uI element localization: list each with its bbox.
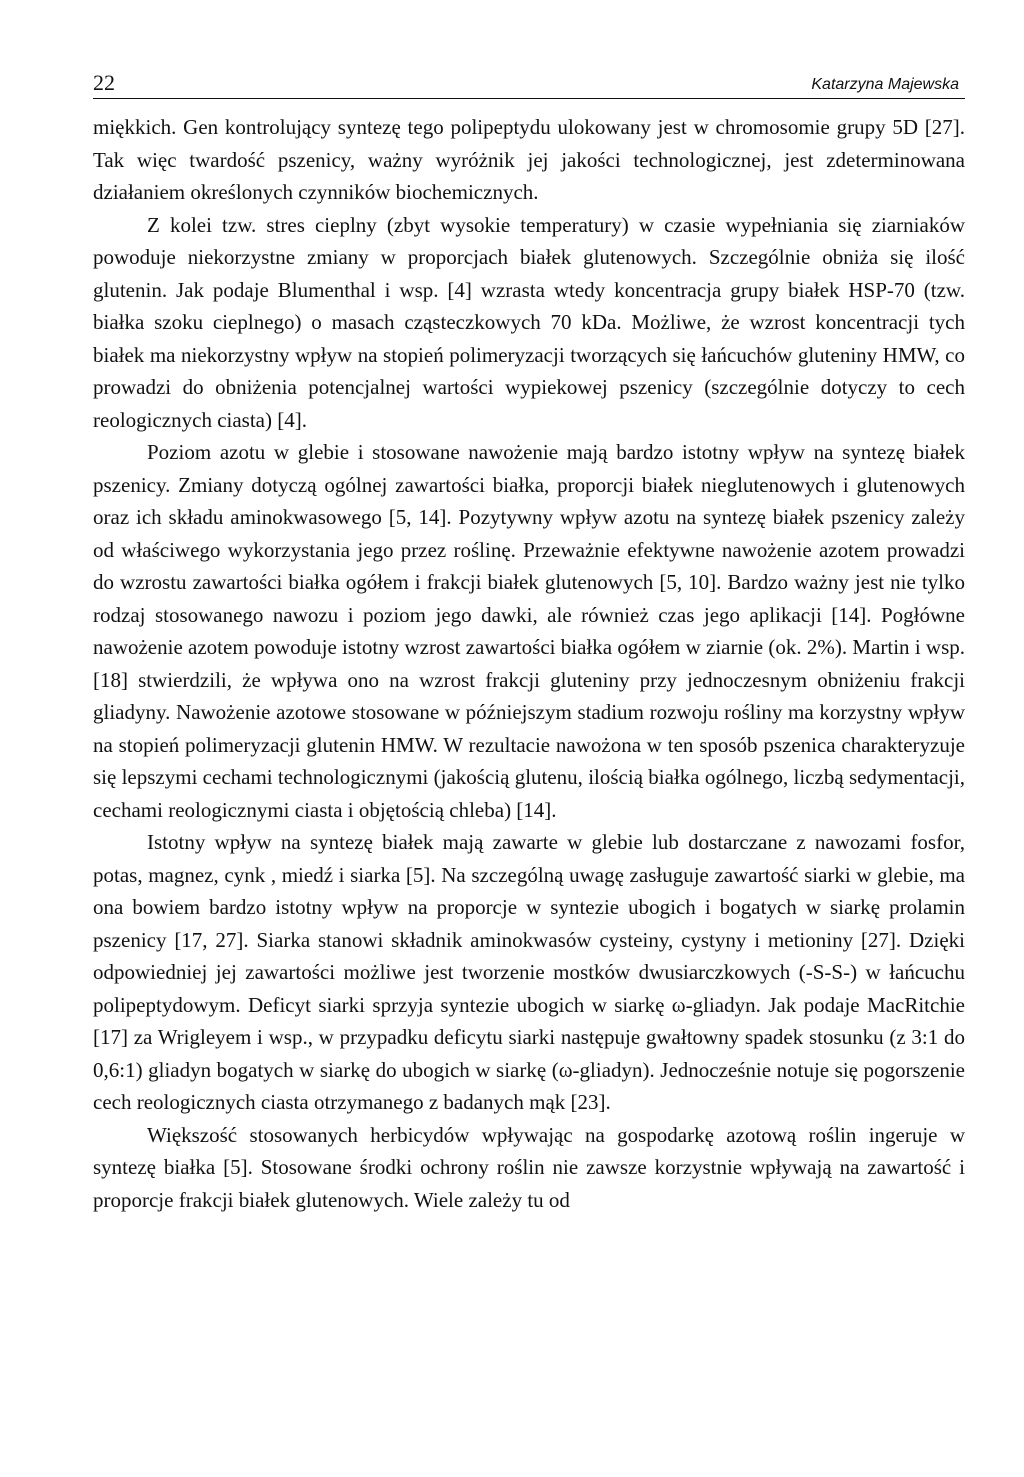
page [93,60,965,1216]
page-number: 22 [93,70,115,95]
paragraph-herbicides: Większość stosowanych herbicydów wpływając na gospodarkę azotową roślin ingeruje w syntezę białka [5]. Stosowane środki ochrony roślin nie zawsze korzystnie wpływają na zawartość i proporcje frakcji białek glutenowych. Wiele zależy tu od [93,1122,965,1212]
paragraph-nitrogen: Poziom azotu w glebie i stosowane nawożenie mają bardzo istotny wpływ na syntezę białek pszenicy. Zmiany dotyczą ogólnej zawartości białka, proporcji białek nieglutenowych i glutenowych oraz ich składu aminokwasowego [5, 14]. Pozytywny wpływ azotu na syntezę białek pszenicy zależy od właściwego wykorzystania jego przez roślinę. Przeważnie efektywne nawożenie azotem prowadzi do wzrostu zawartości białka ogółem i frakcji białek glutenowych [5, 10]. Bardzo ważny jest nie tylko rodzaj stosowanego nawozu i poziom jego dawki, ale również czas jego aplikacji [14]. Pogłówne nawożenie azotem powoduje istotny wzrost zawartości białka ogółem w ziarnie (ok. 2%). Martin i wsp. [18] stwierdzili, że wpływa ono na wzrost frakcji gluteniny przy jednoczesnym obniżeniu frakcji gliadyny. Nawożenie azotowe stosowane w późniejszym stadium rozwoju rośliny ma korzystny wpływ na stopień polimeryzacji glutenin HMW. W rezultacie nawożona w ten sposób pszenica charakteryzuje się lepszymi cechami technologicznymi (jakością glutenu, ilością białka ogólnego, liczbą sedymentacji, cechami reologicznymi ciasta i objętością chleba) [14]. [93,440,965,822]
body-text [93,111,965,1216]
paragraph-sulfur: Istotny wpływ na syntezę białek mają zawarte w glebie lub dostarczane z nawozami fosfor, potas, magnez, cynk , miedź i siarka [5]. Na szczególną uwagę zasługuje zawartość siarki w glebie, ma ona bowiem bardzo istotny wpływ na proporcje w syntezie ubogich i bogatych w siarkę prolamin pszenicy [17, 27]. Siarka stanowi składnik aminokwasów cysteiny, cystyny i metioniny [27]. Dzięki odpowiedniej jej zawartości możliwe jest tworzenie mostków dwusiarczkowych (-S-S-) w łańcuchu polipeptydowym. Deficyt siarki sprzyja syntezie ubogich w siarkę ω-gliadyn. Jak podaje MacRitchie [17] za Wrigleyem i wsp., w przypadku deficytu siarki następuje gwałtowny spadek stosunku (z 3:1 do 0,6:1) gliadyn bogatych w siarkę do ubogich w siarkę (ω-gliadyn). Jednocześnie notuje się pogorszenie cech reologicznych ciasta otrzymanego z badanych mąk [23]. [93,830,965,1114]
running-header [93,60,965,99]
running-author: Katarzyna Majewska [811,76,959,93]
paragraph-continuation: miękkich. Gen kontrolujący syntezę tego polipeptydu ulokowany jest w chromosomie grupy 5D [27]. Tak więc twardość pszenicy, ważny wyróżnik jej jakości technologicznej, jest zdeterminowana działaniem określonych czynników biochemicznych. [93,115,965,204]
paragraph-heat-stress: Z kolei tzw. stres cieplny (zbyt wysokie temperatury) w czasie wypełniania się ziarniaków powoduje niekorzystne zmiany w proporcjach białek glutenowych. Szczególnie obniża się ilość glutenin. Jak podaje Blumenthal i wsp. [4] wzrasta wtedy koncentracja grupy białek HSP-70 (tzw. białka szoku cieplnego) o masach cząsteczkowych 70 kDa. Możliwe, że wzrost koncentracji tych białek ma niekorzystny wpływ na stopień polimeryzacji tworzących się łańcuchów gluteniny HMW, co prowadzi do obniżenia potencjalnej wartości wypiekowej pszenicy (szczególnie dotyczy to cech reologicznych ciasta) [4]. [93,212,965,432]
